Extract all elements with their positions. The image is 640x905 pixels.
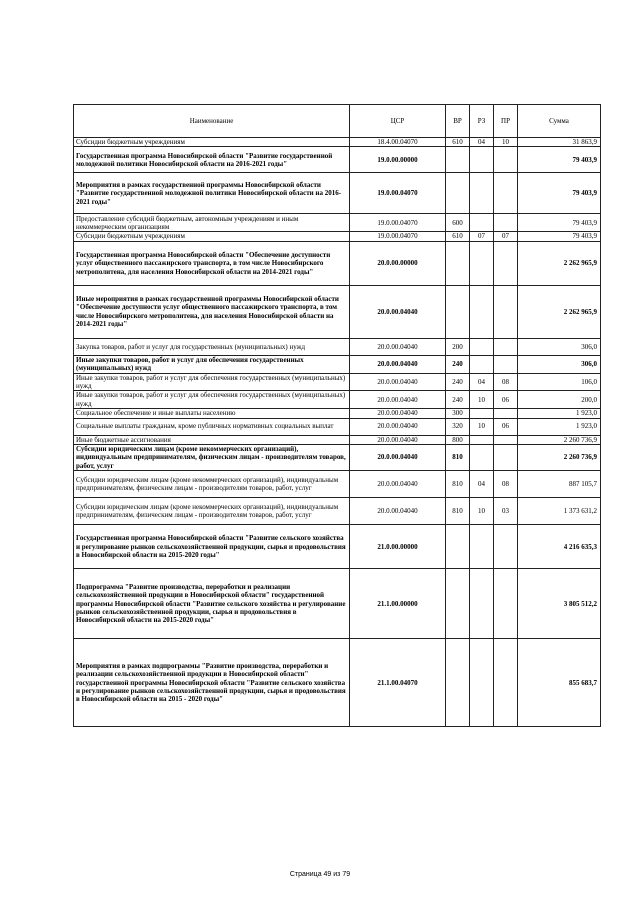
cell-name: Государственная программа Новосибирской области "Развитие государственной молодежной политики Новосибирской области на 2016-2021 годы" <box>74 147 350 173</box>
cell-rz <box>470 241 494 285</box>
cell-pr: 03 <box>494 498 518 525</box>
cell-name: Субсидии юридическим лицам (кроме некоммерческих организаций), индивидуальным предпринимателям, физическим лицам - производителям товаров, работ, услуг <box>74 445 350 471</box>
cell-pr <box>494 435 518 444</box>
cell-vr <box>446 241 470 285</box>
cell-pr <box>494 355 518 373</box>
cell-rz: 07 <box>470 232 494 241</box>
table-row <box>74 241 601 285</box>
cell-sum: 1 923,0 <box>518 409 601 418</box>
cell-name: Мероприятия в рамках государственной программы Новосибирской области "Развитие государственной молодежной политики Новосибирской области на 2016-2021 годы" <box>74 173 350 214</box>
cell-name: Государственная программа Новосибирской области "Развитие сельского хозяйства и регулирование рынков сельскохозяйственной продукции, сырья и продовольствия в Новосибирской области на 2015-2020 годы" <box>74 525 350 569</box>
cell-csr: 20.0.00.04040 <box>350 391 446 409</box>
table-row <box>74 338 601 355</box>
header-vr: ВР <box>446 105 470 138</box>
cell-csr: 20.0.00.04040 <box>350 355 446 373</box>
cell-sum: 2 262 965,9 <box>518 285 601 338</box>
cell-name: Социальное обеспечение и иные выплаты населению <box>74 409 350 418</box>
header-rz: РЗ <box>470 105 494 138</box>
cell-csr: 19.0.00.00000 <box>350 147 446 173</box>
cell-csr: 20.0.00.04040 <box>350 498 446 525</box>
cell-vr: 300 <box>446 409 470 418</box>
cell-vr: 200 <box>446 338 470 355</box>
cell-rz: 04 <box>470 138 494 147</box>
cell-name: Закупка товаров, работ и услуг для государственных (муниципальных) нужд <box>74 338 350 355</box>
table-row <box>74 498 601 525</box>
cell-csr: 18.4.00.04070 <box>350 138 446 147</box>
cell-csr: 20.0.00.04040 <box>350 471 446 498</box>
cell-pr: 06 <box>494 418 518 435</box>
cell-csr: 20.0.00.04040 <box>350 373 446 391</box>
cell-csr: 20.0.00.04040 <box>350 445 446 471</box>
cell-vr: 800 <box>446 435 470 444</box>
cell-rz <box>470 147 494 173</box>
cell-csr: 20.0.00.04040 <box>350 338 446 355</box>
cell-name: Социальные выплаты гражданам, кроме публичных нормативных социальных выплат <box>74 418 350 435</box>
table-row <box>74 435 601 444</box>
cell-rz <box>470 445 494 471</box>
table-row <box>74 639 601 727</box>
cell-name: Иные бюджетные ассигнования <box>74 435 350 444</box>
cell-pr: 07 <box>494 232 518 241</box>
budget-table <box>73 104 601 727</box>
cell-pr <box>494 241 518 285</box>
cell-vr: 810 <box>446 498 470 525</box>
cell-pr: 06 <box>494 391 518 409</box>
cell-vr <box>446 525 470 569</box>
table-row <box>74 232 601 241</box>
cell-name: Подпрограмма "Развитие производства, переработки и реализации сельскохозяйственной продукции в Новосибирской области" государственной программы Новосибирской области "Развитие сельского хозяйства и регулирование рынков сельскохозяйственной продукции, сырья и продовольствия в Новосибирской области на 2015-2020 годы" <box>74 569 350 639</box>
table-row <box>74 214 601 232</box>
cell-rz <box>470 569 494 639</box>
cell-rz <box>470 338 494 355</box>
cell-sum: 79 403,9 <box>518 173 601 214</box>
table-row <box>74 373 601 391</box>
cell-name: Иные закупки товаров, работ и услуг для обеспечения государственных (муниципальных) нужд <box>74 355 350 373</box>
cell-name: Иные закупки товаров, работ и услуг для обеспечения государственных (муниципальных) нужд <box>74 391 350 409</box>
cell-pr <box>494 214 518 232</box>
table-row <box>74 569 601 639</box>
cell-rz: 10 <box>470 391 494 409</box>
cell-name: Предоставление субсидий бюджетным, автономным учреждениям и иным некоммерческим организациям <box>74 214 350 232</box>
table-row <box>74 445 601 471</box>
table-header-row <box>74 105 601 138</box>
cell-csr: 21.1.00.00000 <box>350 569 446 639</box>
cell-vr <box>446 173 470 214</box>
cell-rz: 04 <box>470 471 494 498</box>
cell-sum: 1 923,0 <box>518 418 601 435</box>
cell-sum: 2 260 736,9 <box>518 445 601 471</box>
cell-pr: 10 <box>494 138 518 147</box>
cell-sum: 79 403,9 <box>518 214 601 232</box>
cell-pr: 08 <box>494 471 518 498</box>
table-row <box>74 285 601 338</box>
cell-vr: 320 <box>446 418 470 435</box>
cell-sum: 1 373 631,2 <box>518 498 601 525</box>
cell-csr: 19.0.00.04070 <box>350 214 446 232</box>
cell-rz: 10 <box>470 498 494 525</box>
cell-sum: 4 216 635,3 <box>518 525 601 569</box>
table-row <box>74 525 601 569</box>
table-row <box>74 138 601 147</box>
cell-csr: 19.0.00.04070 <box>350 173 446 214</box>
cell-sum: 887 105,7 <box>518 471 601 498</box>
cell-name: Государственная программа Новосибирской области "Обеспечение доступности услуг общественного пассажирского транспорта, в том числе Новосибирского метрополитена, для населения Новосибирской области на 2014-2021 годы" <box>74 241 350 285</box>
cell-name: Субсидии бюджетным учреждениям <box>74 232 350 241</box>
cell-rz <box>470 214 494 232</box>
cell-csr: 20.0.00.04040 <box>350 435 446 444</box>
cell-pr <box>494 445 518 471</box>
cell-vr: 610 <box>446 232 470 241</box>
cell-sum: 306,0 <box>518 338 601 355</box>
cell-vr: 810 <box>446 445 470 471</box>
table-row <box>74 355 601 373</box>
cell-sum: 2 262 965,9 <box>518 241 601 285</box>
cell-vr <box>446 147 470 173</box>
cell-vr: 610 <box>446 138 470 147</box>
table-row <box>74 391 601 409</box>
cell-rz <box>470 525 494 569</box>
cell-rz <box>470 639 494 727</box>
cell-rz <box>470 355 494 373</box>
cell-vr: 240 <box>446 355 470 373</box>
table-row <box>74 471 601 498</box>
cell-rz <box>470 409 494 418</box>
cell-name: Иные мероприятия в рамках государственной программы Новосибирской области "Обеспечение доступности услуг общественного пассажирского транспорта, в том числе Новосибирского метрополитена, для населения Новосибирской области на 2014-2021 годы" <box>74 285 350 338</box>
table-row <box>74 173 601 214</box>
cell-csr: 20.0.00.00000 <box>350 241 446 285</box>
cell-rz: 04 <box>470 373 494 391</box>
cell-vr: 600 <box>446 214 470 232</box>
cell-sum: 79 403,9 <box>518 147 601 173</box>
cell-rz <box>470 173 494 214</box>
page-number: Страница 49 из 79 <box>289 871 351 878</box>
cell-csr: 20.0.00.04040 <box>350 418 446 435</box>
cell-name: Мероприятия в рамках подпрограммы "Развитие производства, переработки и реализации сельскохозяйственной продукции в Новосибирской области" государственной программы Новосибирской области "Развитие сельского хозяйства и регулирование рынков сельскохозяйственной продукции, сырья и продовольствия в Новосибирской области на 2015 - 2020 годы" <box>74 639 350 727</box>
cell-pr <box>494 639 518 727</box>
cell-sum: 306,0 <box>518 355 601 373</box>
cell-pr <box>494 285 518 338</box>
table-row <box>74 418 601 435</box>
cell-name: Субсидии юридическим лицам (кроме некоммерческих организаций), индивидуальным предпринимателям, физическим лицам - производителям товаров, работ, услуг <box>74 471 350 498</box>
cell-pr: 08 <box>494 373 518 391</box>
cell-pr <box>494 409 518 418</box>
header-sum: Сумма <box>518 105 601 138</box>
table-row <box>74 147 601 173</box>
cell-pr <box>494 525 518 569</box>
header-pr: ПР <box>494 105 518 138</box>
cell-sum: 3 805 512,2 <box>518 569 601 639</box>
cell-sum: 31 863,9 <box>518 138 601 147</box>
table-row <box>74 409 601 418</box>
cell-sum: 106,0 <box>518 373 601 391</box>
cell-pr <box>494 173 518 214</box>
cell-rz <box>470 435 494 444</box>
cell-vr <box>446 569 470 639</box>
cell-sum: 200,0 <box>518 391 601 409</box>
cell-rz <box>470 285 494 338</box>
header-name: Наименование <box>74 105 350 138</box>
header-csr: ЦСР <box>350 105 446 138</box>
cell-sum: 2 260 736,9 <box>518 435 601 444</box>
cell-csr: 19.0.00.04070 <box>350 232 446 241</box>
cell-vr: 240 <box>446 373 470 391</box>
cell-vr <box>446 639 470 727</box>
cell-name: Иные закупки товаров, работ и услуг для обеспечения государственных (муниципальных) нужд <box>74 373 350 391</box>
cell-csr: 21.1.00.04070 <box>350 639 446 727</box>
cell-name: Субсидии юридическим лицам (кроме некоммерческих организаций), индивидуальным предпринимателям, физическим лицам - производителям товаров, работ, услуг <box>74 498 350 525</box>
cell-vr: 240 <box>446 391 470 409</box>
cell-csr: 20.0.00.04040 <box>350 409 446 418</box>
cell-name: Субсидии бюджетным учреждениям <box>74 138 350 147</box>
cell-rz: 10 <box>470 418 494 435</box>
cell-pr <box>494 338 518 355</box>
cell-csr: 20.0.00.04040 <box>350 285 446 338</box>
cell-vr <box>446 285 470 338</box>
cell-pr <box>494 147 518 173</box>
cell-sum: 79 403,9 <box>518 232 601 241</box>
cell-sum: 855 683,7 <box>518 639 601 727</box>
cell-pr <box>494 569 518 639</box>
cell-vr: 810 <box>446 471 470 498</box>
cell-csr: 21.0.00.00000 <box>350 525 446 569</box>
